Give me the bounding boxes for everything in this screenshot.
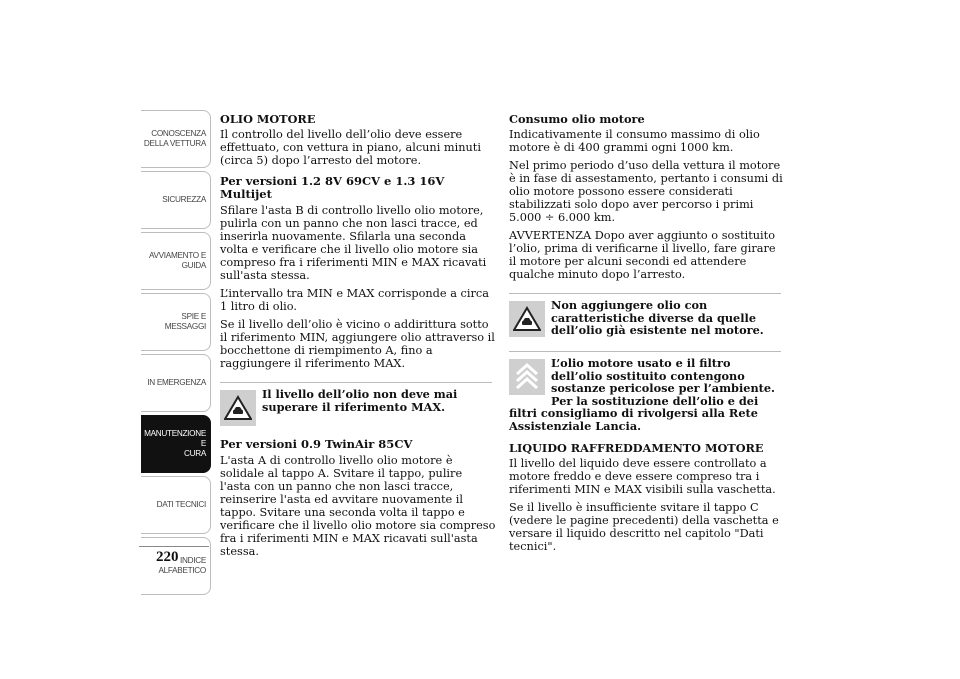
warning-block-olio xyxy=(509,293,785,339)
car-warning-triangle-icon xyxy=(220,390,256,426)
tab-in-emergenza[interactable]: IN EMERGENZA xyxy=(141,354,211,412)
tab-spie-messaggi[interactable]: SPIE E MESSAGGI xyxy=(141,293,211,351)
subheading-consumo-olio: Consumo olio motore xyxy=(509,112,645,126)
environment-text: L’olio motore usato e il filtro dell’olio sostituito contengono sostanze pericolose per l’ambiente. Per la sostituzione dell’olio e dei filtri consigliamo di rivolgersi alla Rete Assistenziale Lancia. xyxy=(509,356,775,433)
paragraph-intro: Il controllo del livello dell’olio deve essere effettuato, con vettura in piano, alcuni minuti (circa 5) dopo l’arresto del motore. xyxy=(220,128,481,167)
section-title-liquido: LIQUIDO RAFFREDDAMENTO MOTORE xyxy=(509,441,764,455)
environment-block xyxy=(509,351,785,432)
paragraph-livello-min: Se il livello dell’olio è vicino o addirittura sotto il riferimento MIN, aggiungere olio attraverso il bocchettone di riempimento A, fino a raggiungere il riferimento MAX. xyxy=(220,318,495,370)
right-column xyxy=(509,113,785,558)
paragraph-asta-b: Sfilare l'asta B di controllo livello olio motore, pulirla con un panno che non lasci tracce, ed inserirla nuovamente. Sfilarla una seconda volta e verificare che il livello olio motore sia compreso fra i riferimenti MIN e MAX ricavati sull'asta stessa. xyxy=(220,204,487,282)
paragraph-consumo: Indicativamente il consumo massimo di olio motore è di 400 grammi ogni 1000 km. xyxy=(509,128,760,154)
warning-block xyxy=(220,382,496,428)
section-title-olio-motore: OLIO MOTORE xyxy=(220,112,316,126)
tab-dati-tecnici[interactable]: DATI TECNICI xyxy=(141,476,211,534)
tab-conoscenza-vettura[interactable]: CONOSCENZA DELLA VETTURA xyxy=(141,110,211,168)
paragraph-livello-liquido: Il livello del liquido deve essere controllato a motore freddo e deve essere compreso tra i riferimenti MIN e MAX visibili sulla vaschetta. xyxy=(509,457,776,496)
recycle-environment-icon xyxy=(509,359,545,395)
paragraph-intervallo: L’intervallo tra MIN e MAX corrisponde a circa 1 litro di olio. xyxy=(220,287,489,313)
warning-rule xyxy=(509,293,781,294)
tab-indice-alfabetico[interactable]: INDICE ALFABETICO xyxy=(141,537,211,595)
warning-text-olio: Non aggiungere olio con caratteristiche diverse da quelle dell’olio già esistente nel motore. xyxy=(551,298,764,337)
warning-text-max: Il livello dell’olio non deve mai superare il riferimento MAX. xyxy=(262,387,458,414)
tab-manutenzione-cura[interactable]: MANUTENZIONE E CURA xyxy=(141,415,211,473)
left-column xyxy=(220,113,496,563)
tab-avviamento-guida[interactable]: AVVIAMENTO E GUIDA xyxy=(141,232,211,290)
paragraph-tappo-c: Se il livello è insufficiente svitare il tappo C (vedere le pagine precedenti) della vaschetta e versare il liquido descritto nel capitolo "Dati tecnici". xyxy=(509,501,779,553)
paragraph-avvertenza: AVVERTENZA Dopo aver aggiunto o sostituito l’olio, prima di verificarne il livello, fare girare il motore per alcuni secondi ed attendere qualche minuto dopo l’arresto. xyxy=(509,229,776,281)
warning-rule xyxy=(220,382,492,383)
tab-sicurezza[interactable]: SICUREZZA xyxy=(141,171,211,229)
subheading-versioni-12-13: Per versioni 1.2 8V 69CV e 1.3 16V Multijet xyxy=(220,174,445,201)
subheading-twinair: Per versioni 0.9 TwinAir 85CV xyxy=(220,437,413,451)
paragraph-asta-a: L'asta A di controllo livello olio motore è solidale al tappo A. Svitare il tappo, pulire l'asta con un panno che non lasci tracce, reinserire l'asta ed avvitare nuovamente il tappo. Svitare una seconda volta il tappo e verificare che il livello olio motore sia compreso fra i riferimenti MIN e MAX ricavati sull'asta stessa. xyxy=(220,454,496,558)
paragraph-assestamento: Nel primo periodo d’uso della vettura il motore è in fase di assestamento, pertanto i consumi di olio motore possono essere considerati stabilizzati solo dopo aver percorso i primi 5.000 ÷ 6.000 km. xyxy=(509,159,783,224)
environment-rule xyxy=(509,351,781,352)
car-warning-triangle-icon xyxy=(509,301,545,337)
page-number: 220 xyxy=(156,549,179,565)
